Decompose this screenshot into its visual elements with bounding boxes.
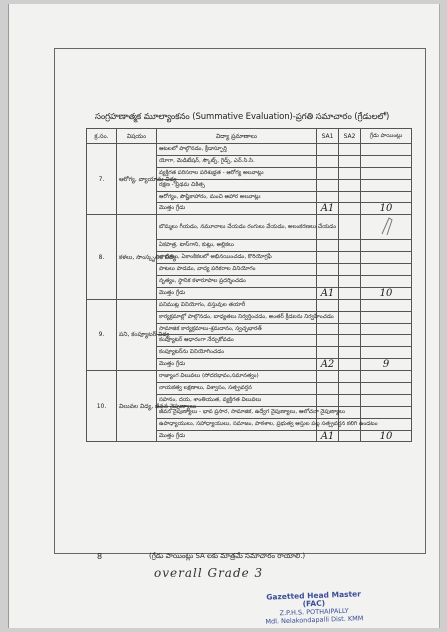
criteria-cell: సహనం, దయ, శాంతియుత, వ్యక్తిగత విలువలు (157, 394, 317, 406)
total-label: మొత్తం గ్రేడు (157, 359, 317, 371)
table-row (87, 299, 412, 311)
document-page (8, 4, 440, 628)
grade-points: 10 (361, 430, 412, 442)
grade-points: 10 (361, 287, 412, 299)
total-label: మొత్తం గ్రేడు (157, 430, 317, 442)
col-header-sno: క్ర.సం. (87, 129, 117, 144)
footnote: (గ్రేడు పాయింట్లు SA లకు మాత్రమే సమాచారం రాయాలి.) (149, 552, 306, 560)
section-number: 7. (87, 144, 117, 215)
criteria-cell: యోగా, మెడిటేషన్, స్కౌట్స్, గైడ్స్, ఎన్.సి.సి. (157, 155, 317, 167)
criteria-cell: కార్యక్రమాల్లో పాల్గొనడం, బాధ్యతలు నిర్వర్తించడం, అంతర్ క్రీడలను నిర్వహించడం (157, 311, 317, 323)
evaluation-table (86, 128, 412, 442)
col-header-points: గ్రేడు పాయింట్లు (361, 129, 412, 144)
pencil-mark-icon (379, 214, 401, 238)
criteria-cell: ఆరోగ్యం, పౌష్టికాహారం, మంచి ఆహార అలవాట్లు (157, 191, 317, 203)
criteria-cell: రక్షణ - ప్రథమ చికిత్స (157, 179, 317, 191)
sa1-grade: A1 (317, 287, 339, 299)
stamp-line-2: Z.P.H.S. POTHAIPALLY (279, 606, 349, 618)
section-subject: ఆరోగ్య, వ్యాయామ విద్య (117, 144, 157, 215)
section-subject: విలువల విద్య, జీవన నైపుణ్యాలు (117, 371, 157, 442)
criteria-cell: ఉపాధ్యాయులు, సహాధ్యాయులు, సమాజం, పాఠశాల, ప్రభుత్వ ఆస్తుల పట్ల సత్ప్రవర్తన కలిగి ఉండటం (157, 418, 317, 430)
criteria-cell: జీవన నైపుణ్యాలు - భావ ప్రసార, సామాజిక, ఉద్వేగ నైపుణ్యాలు, ఆలోచనా నైపుణ్యాలు (157, 406, 317, 418)
criteria-cell: పాటలు పాడడం, వాద్య పరికరాల వినియోగం (157, 264, 317, 276)
section-subject: పని, కంప్యూటర్ విద్య (117, 299, 157, 370)
col-header-sa1: SA1 (317, 129, 339, 144)
col-header-subject: విషయం (117, 129, 157, 144)
table-header-row (87, 129, 412, 144)
criteria-cell: బొమ్మలు గీయడం, నమూనాలు చేయడం రంగులు వేయడం, అలంకరణలు చేయడం (157, 215, 317, 240)
criteria-cell: పనిముట్ల వినియోగం, వస్తువుల తయారీ (157, 299, 317, 311)
criteria-cell: కంప్యూటర్ ఆధారంగా నేర్చుకోవడం (157, 335, 317, 347)
stamp-line-3: Mdl. Nelakondapalli Dist. KMM (265, 614, 364, 626)
criteria-cell: ఆటలలో పాల్గొనడం, క్రీడాస్ఫూర్తి (157, 144, 317, 156)
col-header-sa2: SA2 (339, 129, 361, 144)
section-number: 8. (87, 215, 117, 299)
table-row (87, 215, 412, 240)
sa1-grade: A2 (317, 359, 339, 371)
criteria-cell: నాయకత్వ లక్షణాలు, విశ్వాసం, సత్ప్రవర్తన (157, 383, 317, 395)
total-label: మొత్తం గ్రేడు (157, 203, 317, 215)
section-number: 9. (87, 299, 117, 370)
sa1-grade: A1 (317, 430, 339, 442)
overall-grade-handwritten: overall Grade 3 (154, 566, 264, 580)
criteria-cell: ఏకపాత్ర, టాస్‌గాని, కుట్లు, అల్లికలు (157, 240, 317, 252)
section-subject: కళలు, సాంస్కృతిక విద్య (117, 215, 157, 299)
criteria-cell: కంప్యూటర్‌ను వినియోగించడం (157, 347, 317, 359)
sa1-grade: A1 (317, 203, 339, 215)
table-row (87, 144, 412, 156)
page-heading: సంగ్రహణాత్మక మూల్యాంకనం (Summative Evaluation)-ప్రగతి సమాచారం (గ్రేడులలో) (95, 112, 390, 122)
table-row (87, 371, 412, 383)
head-master-stamp (258, 590, 369, 626)
col-header-criteria: విద్యా ప్రమాణాలు (157, 129, 317, 144)
criteria-cell: నృత్యం, స్థానిక కళారూపాల ప్రదర్శించడం (157, 276, 317, 288)
grade-points: 10 (361, 203, 412, 215)
page-number: 8 (97, 552, 103, 561)
criteria-cell: రాజ్యాంగ విలువలు (సోదరభావం,సమానత్వం) (157, 371, 317, 383)
criteria-cell: సామాజిక కార్యక్రమాలు-శ్రమదానం, స్వచ్ఛభారత్ (157, 323, 317, 335)
total-label: మొత్తం గ్రేడు (157, 287, 317, 299)
criteria-cell: నాటికలు, ఏకాంకికలలో అభినయించడం, కొరియోగ్రఫీ (157, 252, 317, 264)
grade-points: 9 (361, 359, 412, 371)
stamp-line-1: Gazetted Head Master (FAC) (266, 589, 362, 609)
section-number: 10. (87, 371, 117, 442)
criteria-cell: వ్యక్తిగత పరిసరాల పరిశుభ్రత - ఆరోగ్య అలవాట్లు (157, 167, 317, 179)
